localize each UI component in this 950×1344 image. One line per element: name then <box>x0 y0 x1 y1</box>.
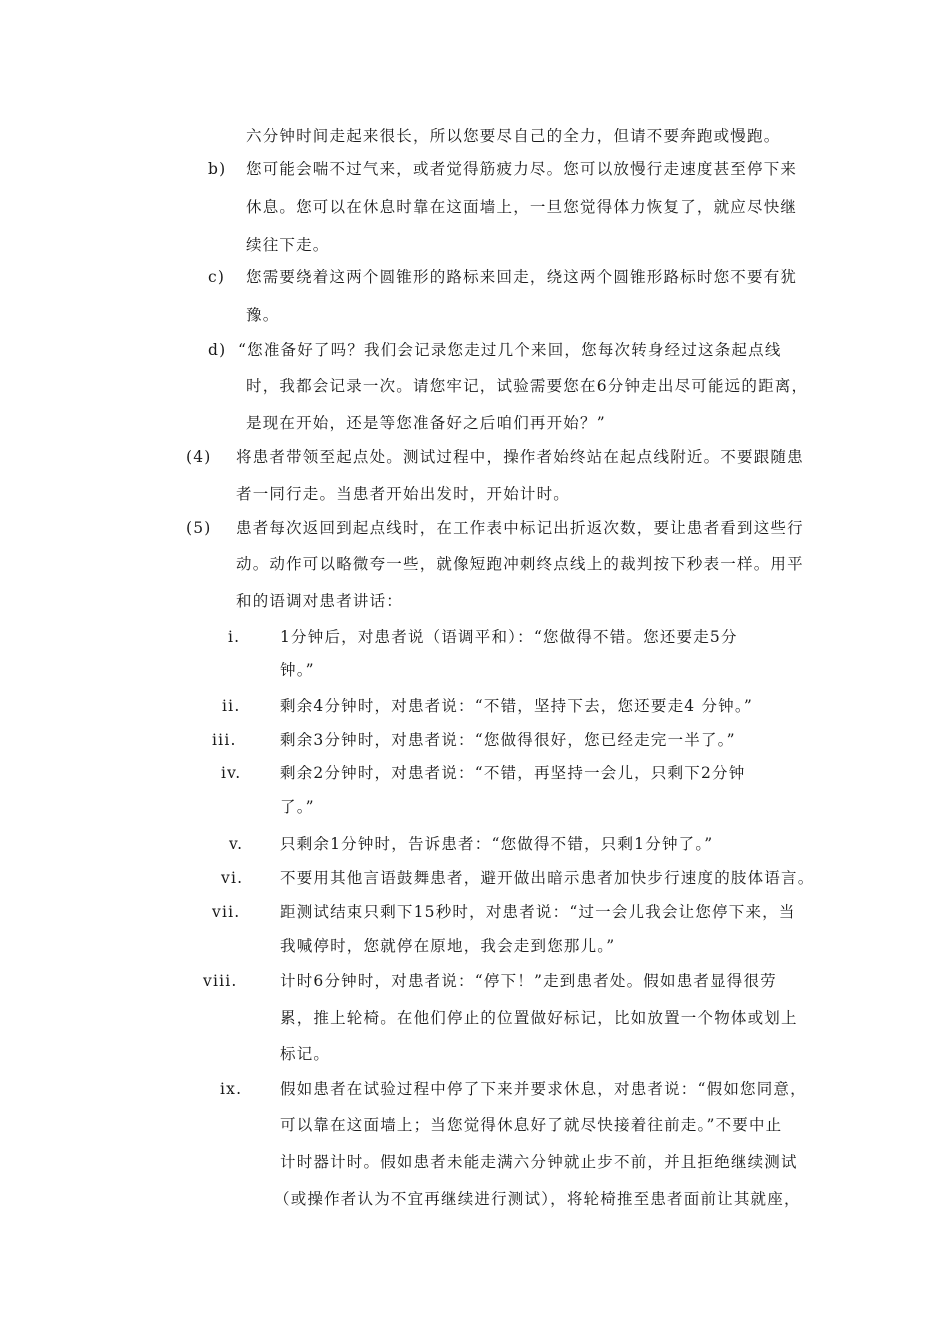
step-5-line: 和的语调对患者讲话： <box>236 592 404 610</box>
roman-marker: ix. <box>220 1080 243 1098</box>
roman-item-line: 1分钟后，对患者说（语调平和）：“您做得不错。您还要走5分 <box>280 628 738 646</box>
roman-item-line: 距测试结束只剩下15秒时，对患者说：“过一会儿我会让您停下来，当 <box>280 903 796 921</box>
list-item-d-line: “您准备好了吗？我们会记录您走过几个来回，您每次转身经过这条起点线 <box>238 341 782 359</box>
roman-marker: viii. <box>203 972 238 990</box>
roman-item-line: 只剩余1分钟时，告诉患者：“您做得不错，只剩1分钟了。” <box>280 835 714 853</box>
list-item-c-line: 豫。 <box>246 306 280 324</box>
roman-marker: iii. <box>212 731 237 749</box>
roman-item-line: 计时6分钟时，对患者说：“停下！”走到患者处。假如患者显得很劳 <box>280 972 777 990</box>
roman-item-line: 可以靠在这面墙上；当您觉得休息好了就尽快接着往前走。”不要中止 <box>280 1116 783 1134</box>
roman-item-line: 累，推上轮椅。在他们停止的位置做好标记，比如放置一个物体或划上 <box>280 1009 798 1027</box>
roman-item-line: 我喊停时，您就停在原地，我会走到您那儿。” <box>280 937 616 955</box>
roman-item-line: 计时器计时。假如患者未能走满六分钟就止步不前，并且拒绝继续测试 <box>280 1153 798 1171</box>
list-marker-b: b) <box>208 160 227 178</box>
roman-marker: v. <box>229 835 244 853</box>
list-item-d-line: 时，我都会记录一次。请您牢记，试验需要您在6分钟走出尽可能远的距离， <box>246 377 809 395</box>
step-5-line: 动。动作可以略微夸一些，就像短跑冲刺终点线上的裁判按下秒表一样。用平 <box>236 555 804 573</box>
roman-marker: iv. <box>221 764 242 782</box>
paragraph-line: 六分钟时间走起来很长，所以您要尽自己的全力，但请不要奔跑或慢跑。 <box>246 127 781 145</box>
roman-item-line: 标记。 <box>280 1045 331 1063</box>
list-item-d-line: 是现在开始，还是等您准备好之后咱们再开始？” <box>246 414 606 432</box>
roman-item-line: 假如患者在试验过程中停了下来并要求休息，对患者说：“假如您同意， <box>280 1080 807 1098</box>
roman-marker: vi. <box>221 869 244 887</box>
list-marker-c: c) <box>208 268 226 286</box>
list-marker-d: d) <box>208 341 227 359</box>
roman-marker: vii. <box>212 903 241 921</box>
roman-item-line: 钟。” <box>280 661 315 679</box>
list-item-c-line: 您需要绕着这两个圆锥形的路标来回走，绕这两个圆锥形路标时您不要有犹 <box>246 268 798 286</box>
roman-item-line: 了。” <box>280 798 315 816</box>
list-item-b-line: 续往下走。 <box>246 236 330 254</box>
step-marker-5: (5) <box>186 519 212 537</box>
step-marker-4: (4) <box>186 448 212 466</box>
roman-item-line: 剩余3分钟时，对患者说：“您做得很好，您已经走完一半了。” <box>280 731 736 749</box>
roman-marker: i. <box>228 628 241 646</box>
list-item-b-line: 休息。您可以在休息时靠在这面墙上，一旦您觉得体力恢复了，就应尽快继 <box>246 198 798 216</box>
roman-item-line: （或操作者认为不宜再继续进行测试），将轮椅推至患者面前让其就座， <box>274 1190 801 1208</box>
step-4-line: 将患者带领至起点处。测试过程中，操作者始终站在起点线附近。不要跟随患 <box>236 448 804 466</box>
roman-item-line: 剩余2分钟时，对患者说：“不错，再坚持一会儿，只剩下2分钟 <box>280 764 746 782</box>
step-4-line: 者一同行走。当患者开始出发时，开始计时。 <box>236 485 571 503</box>
list-item-b-line: 您可能会喘不过气来，或者觉得筋疲力尽。您可以放慢行走速度甚至停下来 <box>246 160 798 178</box>
roman-item-line: 不要用其他言语鼓舞患者，避开做出暗示患者加快步行速度的肢体语言。 <box>280 869 815 887</box>
step-5-line: 患者每次返回到起点线时，在工作表中标记出折返次数，要让患者看到这些行 <box>236 519 804 537</box>
roman-marker: ii. <box>222 697 241 715</box>
roman-item-line: 剩余4分钟时，对患者说：“不错，坚持下去，您还要走4 分钟。” <box>280 697 753 715</box>
